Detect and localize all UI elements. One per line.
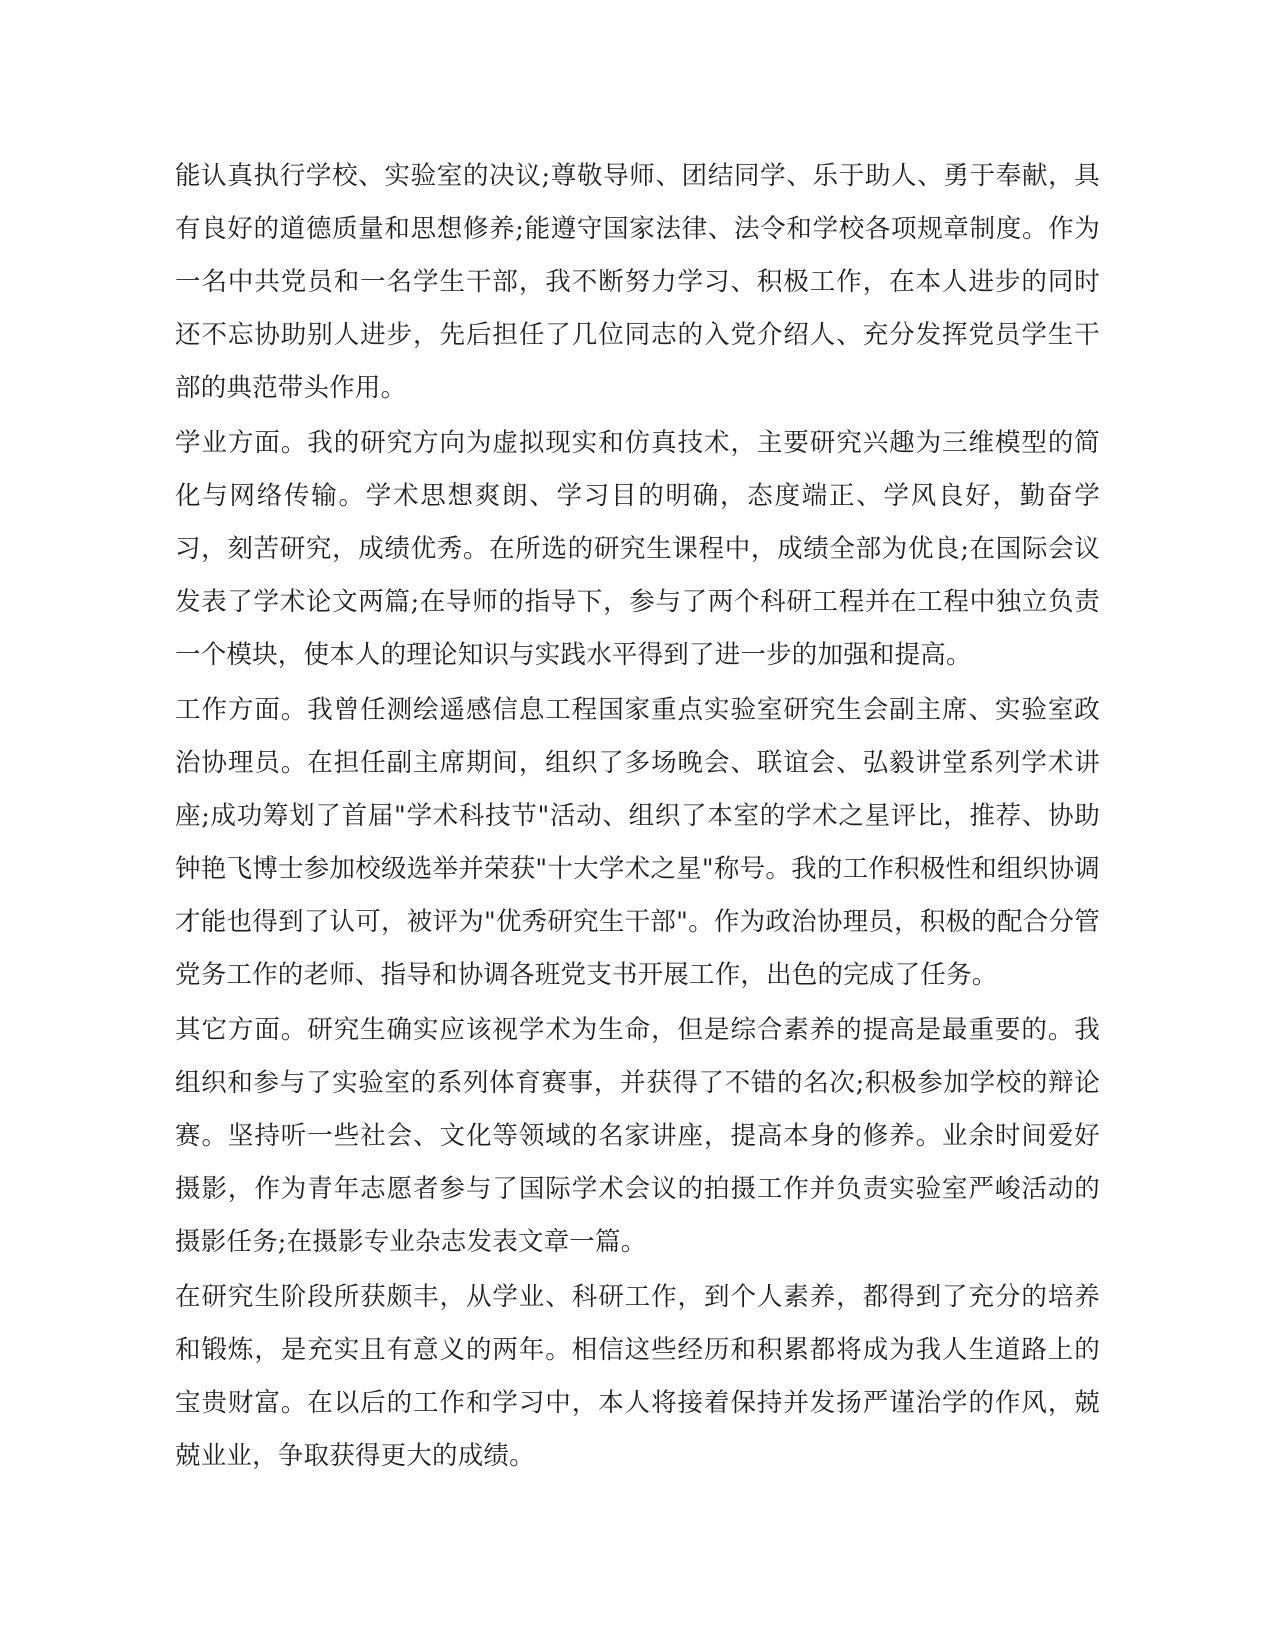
document-body	[175, 150, 1100, 1483]
paragraph-4: 其它方面。研究生确实应该视学术为生命，但是综合素养的提高是最重要的。我组织和参与了实验室的系列体育赛事，并获得了不错的名次;积极参加学校的辩论赛。坚持听一些社会、文化等领域的名家讲座，提高本身的修养。业余时间爱好摄影，作为青年志愿者参与了国际学术会议的拍摄工作并负责实验室严峻活动的摄影任务;在摄影专业杂志发表文章一篇。	[175, 1015, 1100, 1257]
paragraph-1: 能认真执行学校、实验室的决议;尊敬导师、团结同学、乐于助人、勇于奉献，具有良好的道德质量和思想修养;能遵守国家法律、法令和学校各项规章制度。作为一名中共党员和一名学生干部，我不断努力学习、积极工作，在本人进步的同时还不忘协助别人进步，先后担任了几位同志的入党介绍人、充分发挥党员学生干部的典范带头作用。	[175, 161, 1100, 403]
paragraph-5: 在研究生阶段所获颇丰，从学业、科研工作，到个人素养，都得到了充分的培养和锻炼，是充实且有意义的两年。相信这些经历和积累都将成为我人生道路上的宝贵财富。在以后的工作和学习中，本人将接着保持并发扬严谨治学的作风，兢兢业业，争取获得更大的成绩。	[175, 1282, 1100, 1471]
paragraph-3: 工作方面。我曾任测绘遥感信息工程国家重点实验室研究生会副主席、实验室政治协理员。在担任副主席期间，组织了多场晚会、联谊会、弘毅讲堂系列学术讲座;成功筹划了首届"学术科技节"活动、组织了本室的学术之星评比，推荐、协助钟艳飞博士参加校级选举并荣获"十大学术之星"称号。我的工作积极性和组织协调才能也得到了认可，被评为"优秀研究生干部"。作为政治协理员，积极的配合分管党务工作的老师、指导和协调各班党支书开展工作，出色的完成了任务。	[175, 695, 1100, 990]
paragraph-2: 学业方面。我的研究方向为虚拟现实和仿真技术，主要研究兴趣为三维模型的简化与网络传输。学术思想爽朗、学习目的明确，态度端正、学风良好，勤奋学习，刻苦研究，成绩优秀。在所选的研究生课程中，成绩全部为优良;在国际会议发表了学术论文两篇;在导师的指导下，参与了两个科研工程并在工程中独立负责一个模块，使本人的理论知识与实践水平得到了进一步的加强和提高。	[175, 428, 1100, 670]
